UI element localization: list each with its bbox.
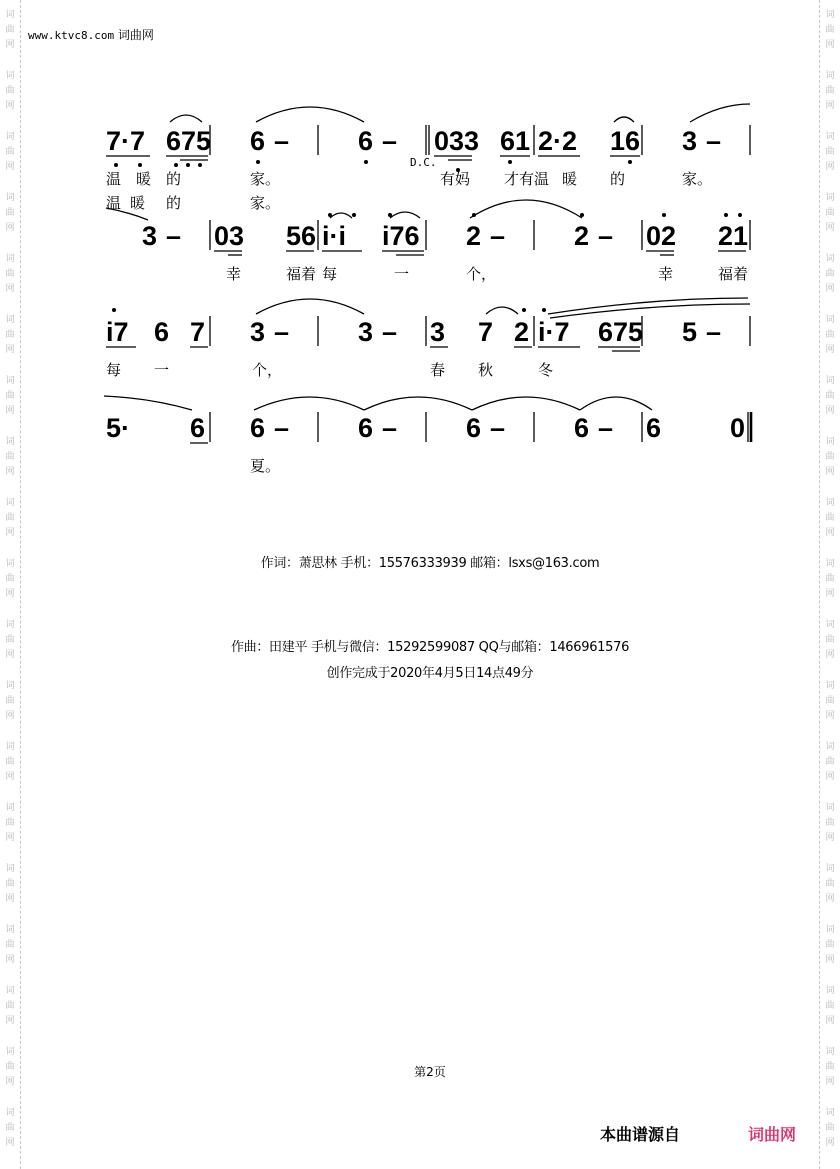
- watermark-char: 词: [825, 132, 835, 142]
- watermark-char: 词: [5, 1047, 15, 1057]
- watermark-char: 曲: [825, 940, 835, 950]
- watermark-char: 曲: [825, 208, 835, 218]
- lyric: 的: [610, 170, 626, 188]
- note: 6: [250, 126, 266, 156]
- completion-date: 创作完成于2020年4月5日14点49分: [326, 666, 534, 681]
- watermark-group: [5, 923, 14, 968]
- note: 3: [430, 317, 446, 347]
- watermark-char: 网: [825, 711, 835, 721]
- note: 6: [358, 126, 374, 156]
- note: 02: [646, 221, 677, 251]
- watermark-char: 词: [825, 498, 835, 508]
- watermark-char: 词: [825, 742, 835, 752]
- watermark-char: 网: [825, 345, 835, 355]
- note: 03: [214, 221, 245, 251]
- note-dash: –: [490, 413, 506, 443]
- watermark-char: 网: [825, 101, 835, 111]
- watermark-char: 曲: [825, 330, 835, 340]
- watermark-group: [825, 1106, 834, 1151]
- note-dash: –: [490, 221, 506, 251]
- watermark-group: [5, 984, 14, 1029]
- lyric: 暖: [562, 170, 578, 188]
- watermark-char: 网: [5, 467, 15, 477]
- watermark-group: [825, 801, 834, 846]
- note-dash: –: [706, 126, 722, 156]
- watermark-char: 曲: [825, 25, 835, 35]
- watermark-group: [5, 801, 14, 846]
- watermark-group: [825, 923, 834, 968]
- watermark-char: 词: [825, 559, 835, 569]
- watermark-char: 网: [5, 406, 15, 416]
- watermark-char: 曲: [5, 269, 15, 279]
- watermark-char: 网: [825, 162, 835, 172]
- watermark-char: 词: [5, 742, 15, 752]
- watermark-char: 词: [825, 620, 835, 630]
- watermark-char: 曲: [5, 452, 15, 462]
- note-dash: –: [274, 317, 290, 347]
- watermark-char: 网: [825, 528, 835, 538]
- watermark-char: 网: [5, 650, 15, 660]
- note: 0: [730, 413, 746, 443]
- jianpu-score: [0, 0, 840, 520]
- lyric: 家。: [250, 194, 281, 212]
- watermark-char: 词: [825, 315, 835, 325]
- watermark-char: 网: [5, 894, 15, 904]
- watermark-char: 网: [5, 1138, 15, 1148]
- watermark-char: 曲: [5, 1123, 15, 1133]
- site-name: 词曲网: [117, 28, 154, 42]
- watermark-char: 曲: [825, 147, 835, 157]
- note: 6: [358, 413, 374, 443]
- watermark-char: 曲: [5, 635, 15, 645]
- lyric: 个，: [466, 265, 497, 283]
- watermark-char: 词: [825, 681, 835, 691]
- watermark-group: [5, 1106, 14, 1151]
- watermark-char: 曲: [825, 1062, 835, 1072]
- brand-link[interactable]: 词曲网: [748, 1125, 797, 1144]
- watermark-char: 词: [5, 864, 15, 874]
- lyric: 每: [322, 265, 338, 283]
- watermark-char: 词: [5, 132, 15, 142]
- watermark-char: 网: [5, 1016, 15, 1026]
- watermark-char: 词: [5, 559, 15, 569]
- note: 675: [166, 126, 212, 156]
- watermark-group: [5, 679, 14, 724]
- note: 675: [598, 317, 644, 347]
- lyric: 夏。: [250, 457, 281, 475]
- lyricist-credit: 作词：萧思林 手机：15576333939 邮箱：lsxs@163.com: [260, 556, 600, 571]
- watermark-char: 曲: [5, 574, 15, 584]
- watermark-char: 网: [5, 101, 15, 111]
- lyric: 春: [430, 361, 446, 379]
- watermark-char: 网: [825, 1077, 835, 1087]
- watermark-char: 曲: [825, 818, 835, 828]
- watermark-char: 词: [5, 620, 15, 630]
- lyric: 个，: [252, 361, 283, 379]
- watermark-char: 网: [5, 1077, 15, 1087]
- watermark-char: 网: [5, 528, 15, 538]
- note: 6: [250, 413, 266, 443]
- watermark-char: 曲: [825, 269, 835, 279]
- lyric: 一: [394, 265, 410, 283]
- watermark-group: [825, 740, 834, 785]
- watermark-char: 网: [825, 955, 835, 965]
- site-url: www.ktvc8.com: [28, 29, 115, 42]
- note-dash: –: [598, 413, 614, 443]
- watermark-group: [5, 862, 14, 907]
- watermark-char: 网: [825, 894, 835, 904]
- note: 3: [250, 317, 266, 347]
- note: 21: [718, 221, 749, 251]
- lyric: 温: [106, 194, 122, 212]
- watermark-char: 曲: [825, 452, 835, 462]
- note: 7·7: [106, 126, 146, 156]
- watermark-char: 词: [825, 254, 835, 264]
- watermark-char: 词: [5, 254, 15, 264]
- watermark-char: 词: [825, 193, 835, 203]
- watermark-char: 曲: [825, 574, 835, 584]
- watermark-char: 曲: [5, 940, 15, 950]
- note: i7: [106, 317, 129, 347]
- note: 2: [574, 221, 590, 251]
- note: 3: [682, 126, 698, 156]
- note: 2·2: [538, 126, 578, 156]
- watermark-char: 曲: [5, 25, 15, 35]
- watermark-char: 曲: [5, 1062, 15, 1072]
- watermark-char: 词: [5, 10, 15, 20]
- note: 6: [190, 413, 206, 443]
- note: 2: [514, 317, 530, 347]
- lyric: 一: [154, 361, 170, 379]
- note-dash: –: [166, 221, 182, 251]
- note: 3: [142, 221, 158, 251]
- lyric: 温: [106, 170, 122, 188]
- note: 6: [646, 413, 662, 443]
- source-label: 本曲谱源自: [600, 1125, 681, 1144]
- da-capo-mark: D.C.: [410, 156, 437, 169]
- watermark-char: 曲: [5, 330, 15, 340]
- watermark-char: 网: [825, 833, 835, 843]
- watermark-char: 词: [825, 376, 835, 386]
- lyric: 福着: [286, 265, 317, 283]
- watermark-char: 词: [5, 193, 15, 203]
- note-dash: –: [382, 317, 398, 347]
- note: i·i: [322, 221, 346, 251]
- watermark-char: 网: [5, 711, 15, 721]
- watermark-char: 词: [5, 803, 15, 813]
- watermark-char: 词: [5, 925, 15, 935]
- watermark-char: 词: [5, 498, 15, 508]
- note: 5: [682, 317, 698, 347]
- note-dash: –: [382, 126, 398, 156]
- watermark-char: 网: [825, 40, 835, 50]
- lyric: 暖: [136, 170, 152, 188]
- watermark-char: 词: [5, 437, 15, 447]
- watermark-char: 词: [825, 1108, 835, 1118]
- lyric: 的: [166, 194, 182, 212]
- note: 2: [466, 221, 482, 251]
- note: 61: [500, 126, 531, 156]
- watermark-char: 词: [825, 986, 835, 996]
- watermark-group: [825, 679, 834, 724]
- watermark-char: 词: [5, 986, 15, 996]
- watermark-char: 词: [825, 437, 835, 447]
- watermark-char: 词: [5, 1108, 15, 1118]
- watermark-char: 词: [5, 315, 15, 325]
- watermark-char: 网: [825, 467, 835, 477]
- watermark-char: 网: [5, 223, 15, 233]
- watermark-char: 曲: [5, 696, 15, 706]
- lyric: 幸: [226, 265, 242, 283]
- watermark-char: 词: [825, 71, 835, 81]
- watermark-char: 曲: [825, 1123, 835, 1133]
- watermark-char: 曲: [825, 391, 835, 401]
- watermark-char: 曲: [825, 635, 835, 645]
- watermark-char: 网: [5, 772, 15, 782]
- note: 6: [154, 317, 170, 347]
- composer-credit: 作曲：田建平 手机与微信：15292599087 QQ与邮箱：1466961576: [230, 640, 630, 655]
- watermark-char: 网: [825, 650, 835, 660]
- note: 6: [466, 413, 482, 443]
- note: i76: [382, 221, 420, 251]
- watermark-char: 曲: [5, 147, 15, 157]
- watermark-char: 网: [825, 223, 835, 233]
- watermark-char: 曲: [5, 391, 15, 401]
- watermark-char: 网: [825, 1016, 835, 1026]
- watermark-char: 网: [825, 589, 835, 599]
- lyric: 福着: [718, 265, 749, 283]
- watermark-char: 网: [5, 345, 15, 355]
- lyric: 幸: [658, 265, 674, 283]
- watermark-char: 曲: [5, 208, 15, 218]
- note-dash: –: [274, 413, 290, 443]
- note: i·7: [538, 317, 570, 347]
- watermark-char: 词: [825, 803, 835, 813]
- note-dash: –: [706, 317, 722, 347]
- lyric: 家。: [682, 170, 713, 188]
- note: 7: [478, 317, 494, 347]
- watermark-char: 网: [5, 589, 15, 599]
- watermark-char: 曲: [825, 696, 835, 706]
- watermark-char: 网: [5, 284, 15, 294]
- lyric: 每: [106, 361, 122, 379]
- lyric: 暖: [130, 194, 146, 212]
- watermark-char: 曲: [5, 1001, 15, 1011]
- watermark-char: 网: [825, 1138, 835, 1148]
- note: 5·: [106, 413, 131, 443]
- note: 56: [286, 221, 317, 251]
- watermark-char: 词: [5, 71, 15, 81]
- watermark-char: 曲: [5, 818, 15, 828]
- watermark-char: 曲: [825, 757, 835, 767]
- watermark-char: 词: [825, 925, 835, 935]
- watermark-char: 曲: [5, 86, 15, 96]
- watermark-char: 曲: [5, 513, 15, 523]
- watermark-char: 曲: [825, 86, 835, 96]
- watermark-char: 词: [825, 864, 835, 874]
- lyric: 的: [166, 170, 182, 188]
- note: 7: [190, 317, 206, 347]
- watermark-char: 网: [825, 772, 835, 782]
- watermark-char: 词: [5, 681, 15, 691]
- watermark-char: 词: [825, 1047, 835, 1057]
- note-dash: –: [274, 126, 290, 156]
- watermark-char: 曲: [825, 513, 835, 523]
- watermark-char: 网: [5, 162, 15, 172]
- watermark-char: 曲: [825, 1001, 835, 1011]
- note-dash: –: [382, 413, 398, 443]
- note: 3: [358, 317, 374, 347]
- watermark-char: 曲: [825, 879, 835, 889]
- watermark-char: 网: [5, 955, 15, 965]
- lyric: 冬: [538, 361, 554, 379]
- lyric: 秋: [478, 361, 494, 379]
- watermark-group: [825, 984, 834, 1029]
- watermark-char: 网: [825, 406, 835, 416]
- note: 6: [574, 413, 590, 443]
- page-number: 第2页: [414, 1065, 446, 1079]
- watermark-char: 网: [5, 833, 15, 843]
- watermark-char: 词: [5, 376, 15, 386]
- note: 16: [610, 126, 641, 156]
- watermark-group: [5, 740, 14, 785]
- watermark-char: 曲: [5, 879, 15, 889]
- note-dash: –: [598, 221, 614, 251]
- watermark-char: 网: [825, 284, 835, 294]
- note: 033: [434, 126, 480, 156]
- watermark-group: [825, 862, 834, 907]
- watermark-char: 网: [5, 40, 15, 50]
- watermark-char: 曲: [5, 757, 15, 767]
- lyric: 家。: [250, 170, 281, 188]
- watermark-char: 词: [825, 10, 835, 20]
- lyric: 有妈: [440, 170, 471, 188]
- lyric: 才有温: [504, 170, 550, 188]
